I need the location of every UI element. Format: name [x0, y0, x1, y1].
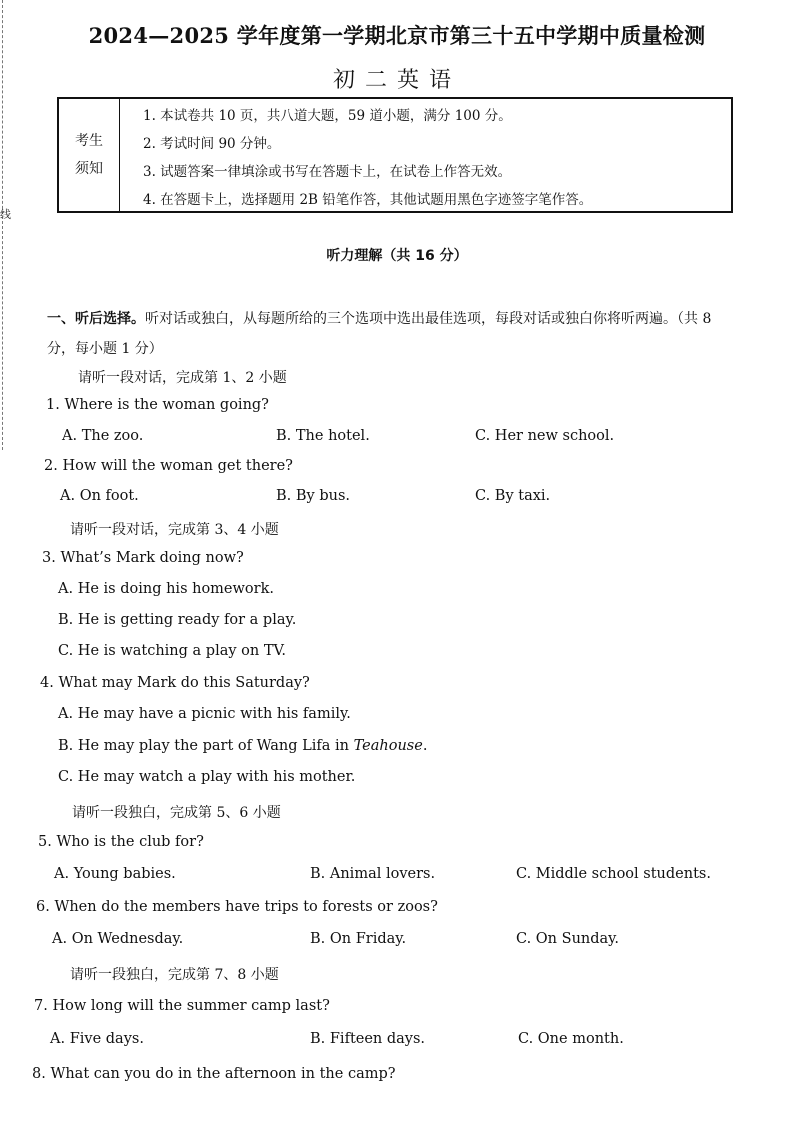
exam-title: 2024—2025 学年度第一学期北京市第三十五中学期中质量检测 [88, 23, 706, 48]
notice-label-line1: 考生 [75, 133, 103, 149]
option: B. On Friday. [310, 931, 407, 947]
question: 3. What’s Mark doing now? [42, 550, 244, 566]
option: C. On Sunday. [516, 931, 620, 947]
option: C. Middle school students. [516, 866, 711, 882]
notice-item: 2. 考试时间 90 分钟。 [143, 136, 281, 152]
exam-subtitle: 初二英语 [332, 68, 461, 93]
option: A. He is doing his homework. [58, 581, 274, 597]
option: C. One month. [518, 1031, 624, 1047]
option: C. He is watching a play on TV. [58, 643, 287, 659]
question: 4. What may Mark do this Saturday? [40, 675, 310, 691]
option: A. On Wednesday. [52, 931, 184, 947]
notice-label-line2: 须知 [75, 161, 103, 177]
question: 1. Where is the woman going? [46, 397, 269, 413]
option: C. By taxi. [475, 488, 551, 504]
option: C. Her new school. [475, 428, 615, 444]
option-text: B. He may play the part of Wang Lifa in [58, 738, 350, 754]
sub-instruction: 请听一段对话，完成第 1、2 小题 [78, 370, 287, 386]
option: B. Fifteen days. [310, 1031, 426, 1047]
binding-margin-mark: 线 [0, 208, 11, 221]
option: B. Animal lovers. [310, 866, 436, 882]
question: 2. How will the woman get there? [44, 458, 293, 474]
part1-text: 听对话或独白，从每题所给的三个选项中选出最佳选项，每段对话或独白你将听两遍。（共 8 分，每小题 1 分） [47, 311, 712, 357]
question: 6. When do the members have trips to forests or zoos? [36, 899, 438, 915]
sub-instruction: 请听一段独白，完成第 5、6 小题 [72, 805, 281, 821]
option: B. The hotel. [276, 428, 370, 444]
question: 8. What can you do in the afternoon in the camp? [32, 1066, 396, 1082]
question: 5. Who is the club for? [38, 834, 204, 850]
section-title: 听力理解（共 16 分） [326, 248, 468, 264]
part1-instructions [47, 304, 727, 364]
notice-box [57, 97, 733, 213]
option: A. Five days. [50, 1031, 144, 1047]
option: A. The zoo. [62, 428, 144, 444]
option [58, 738, 427, 754]
option: B. He is getting ready for a play. [58, 612, 297, 628]
question: 7. How long will the summer camp last? [34, 998, 330, 1014]
notice-item: 1. 本试卷共 10 页，共八道大题，59 道小题，满分 100 分。 [143, 108, 512, 124]
option-italic-title: Teahouse [353, 738, 423, 754]
notice-item: 3. 试题答案一律填涂或书写在答题卡上，在试卷上作答无效。 [143, 164, 512, 180]
option: A. He may have a picnic with his family. [58, 706, 351, 722]
option: C. He may watch a play with his mother. [58, 769, 356, 785]
notice-items [143, 105, 725, 217]
option-end: . [422, 738, 428, 754]
sub-instruction: 请听一段对话，完成第 3、4 小题 [70, 522, 279, 538]
option: B. By bus. [276, 488, 351, 504]
sub-instruction: 请听一段独白，完成第 7、8 小题 [70, 967, 279, 983]
option: A. Young babies. [54, 866, 176, 882]
option: A. On foot. [60, 488, 139, 504]
notice-label [59, 99, 120, 211]
notice-item: 4. 在答题卡上，选择题用 2B 铅笔作答，其他试题用黑色字迹签字笔作答。 [143, 192, 593, 208]
part1-heading: 一、听后选择。 [47, 311, 145, 327]
